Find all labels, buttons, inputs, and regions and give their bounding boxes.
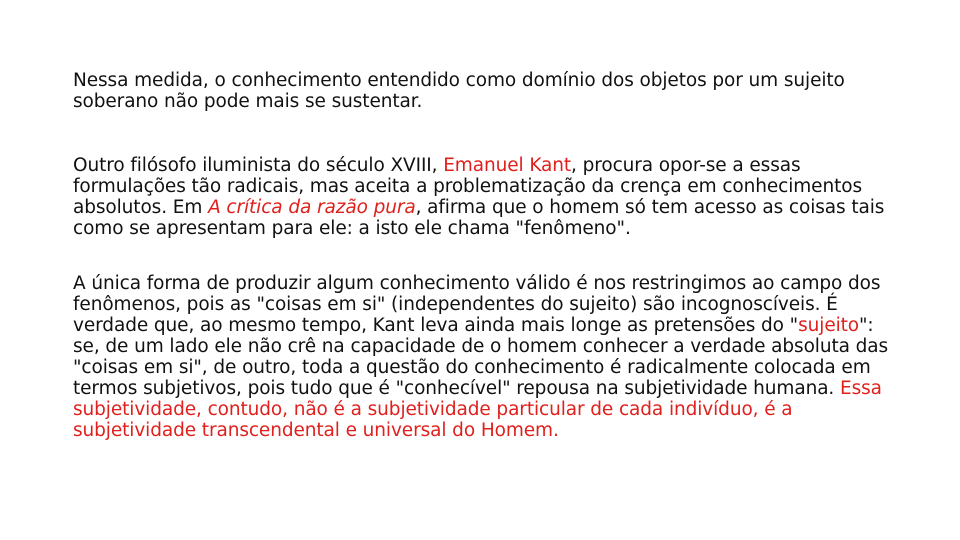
book-title-highlight: A crítica da razão pura <box>208 197 416 218</box>
paragraph-phenomena-part1: A única forma de produzir algum conhecimento válido é nos restringimos ao campo dos fenômenos, pois as "coisas em si" (independentes do sujeito) são incognoscíveis. É verdade que, ao mesmo tempo, Kant leva ainda mais longe as pretensões do " <box>73 273 881 336</box>
paragraph-intro-text: Nessa medida, o conhecimento entendido como domínio dos objetos por um sujeito soberano não pode mais se sustentar. <box>73 70 845 112</box>
kant-name-highlight: Emanuel Kant <box>443 155 572 176</box>
paragraph-phenomena <box>73 273 893 441</box>
paragraph-intro <box>73 70 893 112</box>
paragraph-kant-part1: Outro filósofo iluminista do século XVIII, <box>73 155 444 176</box>
paragraph-kant-part3: , afirma que o homem só tem acesso as coisas tais como se apresentam para ele: a isto ele chama "fenômeno". <box>73 197 885 239</box>
paragraph-kant <box>73 155 893 239</box>
sujeito-highlight: sujeito <box>798 315 860 336</box>
paragraph-kant-part2: , procura opor-se a essas formulações tão radicais, mas aceita a problematização da crença em conhecimentos absolutos. Em <box>73 155 862 218</box>
paragraph-phenomena-part2: ": se, de um lado ele não crê na capacidade de o homem conhecer a verdade absoluta das "coisas em si", de outro, toda a questão do conhecimento é radicalmente colocada em termos subjetivos, pois tudo que é "conhecível" repousa na subjetividade humana. <box>73 315 889 399</box>
closing-highlight: Essa subjetividade, contudo, não é a subjetividade particular de cada indivíduo, é a subjetividade transcendental e universal do Homem. <box>73 378 882 441</box>
